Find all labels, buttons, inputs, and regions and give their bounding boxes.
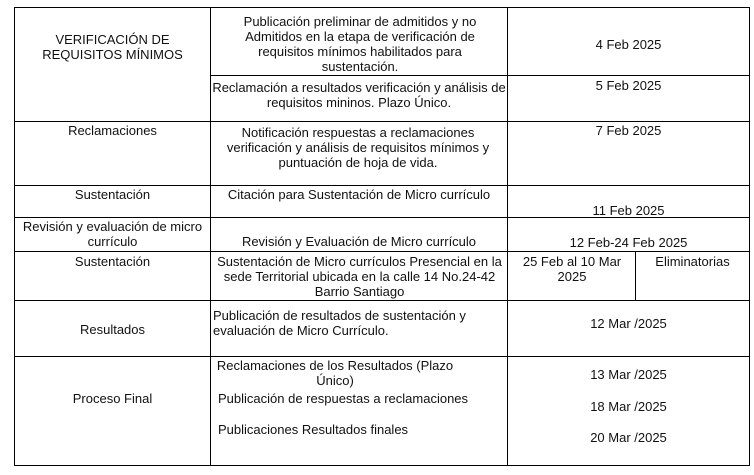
stage-cell: Resultados <box>79 322 146 337</box>
date-cell: 12 Mar /2025 <box>590 316 667 331</box>
stage-cell: Sustentación <box>74 187 151 202</box>
activity-cell: Publicación de respuestas a reclamaciones <box>218 391 469 406</box>
date-cell: 7 Feb 2025 <box>595 123 662 138</box>
activity-cell: Revisión y Evaluación de Micro currículo <box>241 234 477 249</box>
date-cell: 20 Mar /2025 <box>590 430 667 445</box>
row-divider <box>14 121 750 122</box>
stage-cell: VERIFICACIÓN DE REQUISITOS MÍNIMOS <box>42 32 183 62</box>
date-cell: 13 Mar /2025 <box>590 367 667 382</box>
activity-cell: Reclamaciones de los Resultados (Plazo Único) <box>216 358 454 388</box>
row-divider <box>14 251 750 252</box>
date-cell: 18 Mar /2025 <box>590 399 667 414</box>
activity-cell: Notificación respuestas a reclamaciones verificación y análisis de requisitos mínimos y puntuación de hoja de vida. <box>226 125 490 170</box>
activity-cell: Sustentación de Micro currículos Presencial en la sede Territorial ubicada en la calle 14 No.24-42 Barrio Santiago <box>217 254 502 299</box>
row-divider <box>14 185 750 186</box>
activity-cell: Reclamación a resultados verificación y análisis de requisitos mininos. Plazo Único. <box>212 80 506 110</box>
table-border-top <box>14 7 750 8</box>
activity-cell: Publicaciones Resultados finales <box>218 422 409 437</box>
stage-cell: Sustentación <box>74 254 151 269</box>
table-border-right <box>749 7 750 466</box>
date-cell: 5 Feb 2025 <box>595 78 662 93</box>
table-border-bottom <box>14 465 750 466</box>
date-cell: 25 Feb al 10 Mar 2025 <box>522 254 622 284</box>
date-cell: 4 Feb 2025 <box>595 37 662 52</box>
stage-cell: Reclamaciones <box>68 123 157 138</box>
date-cell: 12 Feb-24 Feb 2025 <box>569 235 688 250</box>
activity-cell: Publicación preliminar de admitidos y no Admitidos en la etapa de verificación de requisitos mínimos habilitados para sustentación. <box>243 14 477 74</box>
row-divider <box>14 356 750 357</box>
stage-cell: Revisión y evaluación de micro currículo <box>22 219 203 249</box>
activity-cell: Publicación de resultados de sustentación y evaluación de Micro Currículo. <box>213 308 466 338</box>
row-divider <box>14 300 750 301</box>
stage-cell: Proceso Final <box>72 391 153 406</box>
row-divider <box>211 75 750 76</box>
note-cell: Eliminatorias <box>655 254 730 269</box>
date-cell: 11 Feb 2025 <box>592 203 665 218</box>
activity-cell: Citación para Sustentación de Micro currículo <box>227 187 491 202</box>
